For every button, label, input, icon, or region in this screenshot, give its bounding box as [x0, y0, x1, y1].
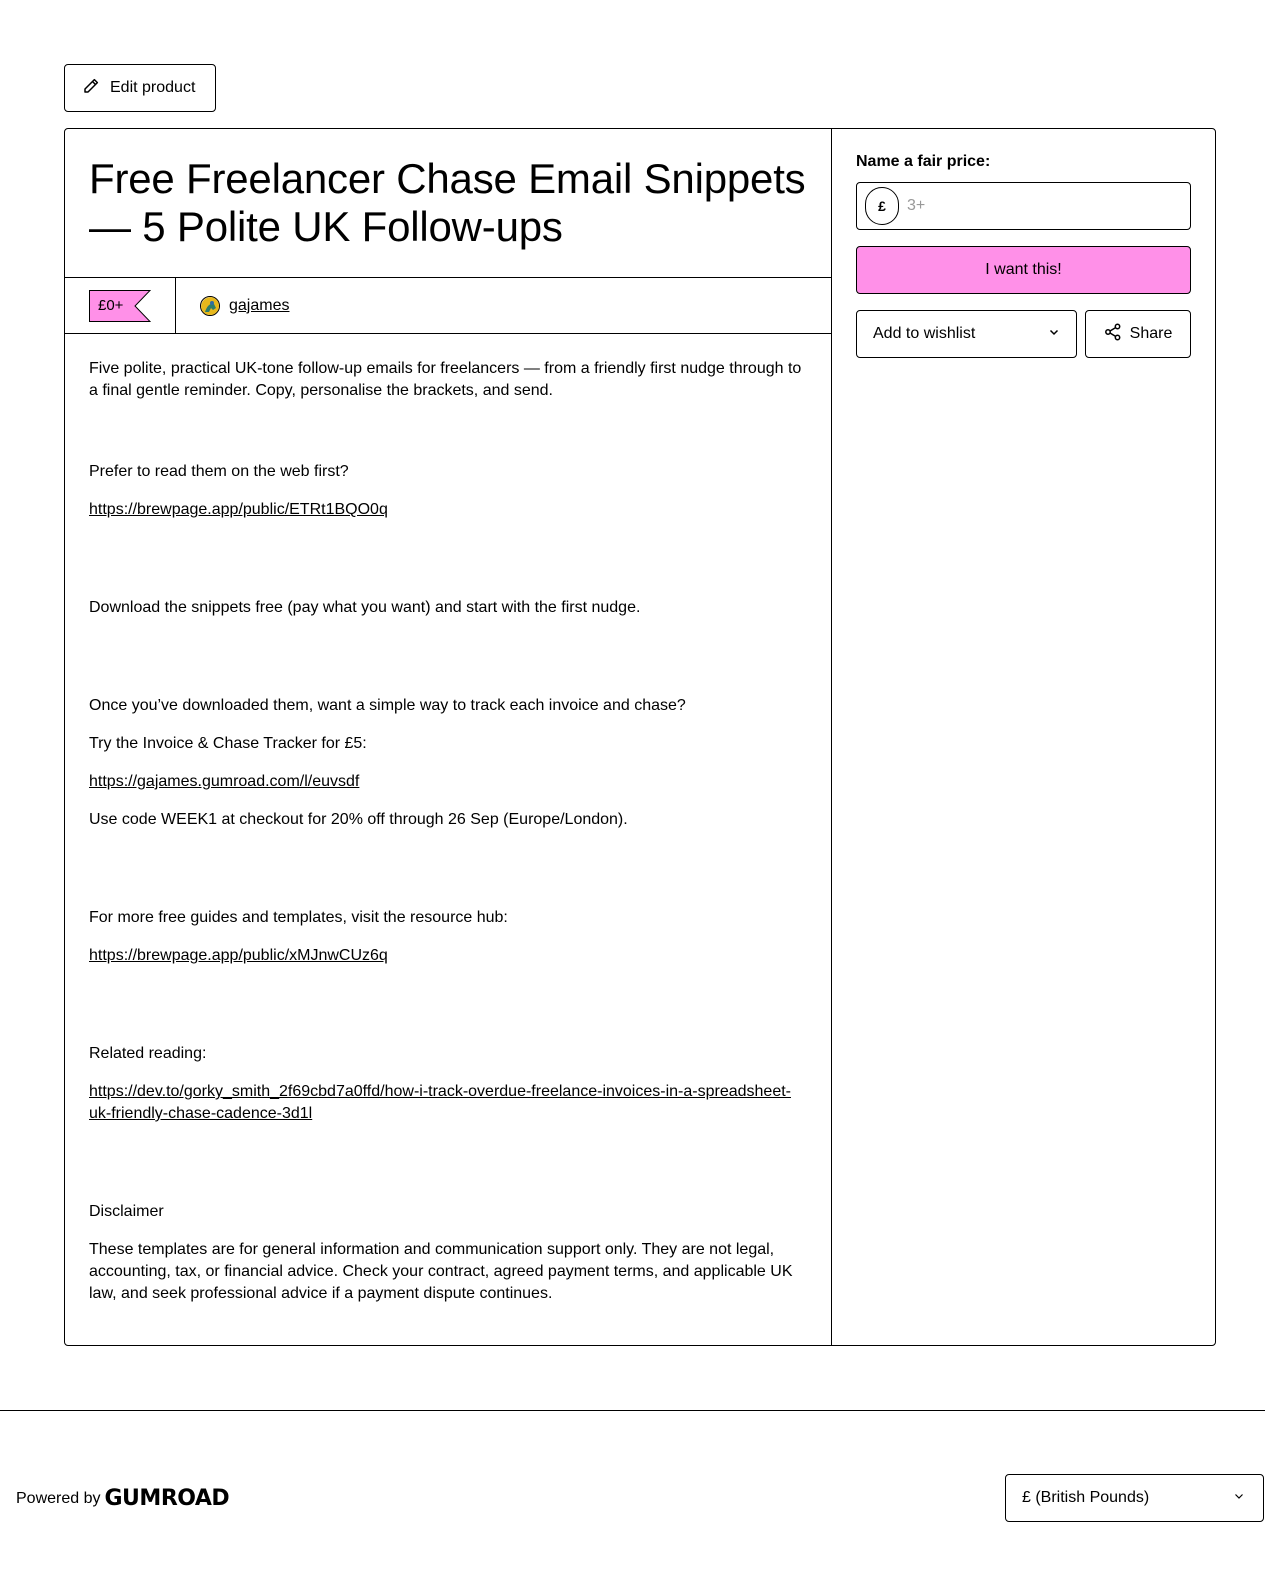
web-preview-link[interactable]: https://brewpage.app/public/ETRt1BQO0q — [89, 501, 388, 518]
pencil-icon — [82, 77, 100, 100]
add-to-wishlist-button[interactable] — [856, 310, 1077, 358]
related-reading-link[interactable]: https://dev.to/gorky_smith_2f69cbd7a0ffd/how-i-track-overdue-freelance-invoices-in-a-spreadsheet-uk-friendly-chase-cadence-3d1l — [89, 1083, 791, 1122]
disclaimer-heading: Disclaimer — [89, 1203, 164, 1220]
disclaimer-text: These templates are for general information and communication support only. They are not legal, accounting, tax, or financial advice. Check your contract, agreed payment terms, and applicable UK law, and seek professional advice if a payment dispute continues. — [89, 1241, 793, 1302]
price-input[interactable] — [907, 197, 1147, 215]
description-text: Related reading: — [89, 1045, 207, 1062]
fair-price-label: Name a fair price: — [856, 153, 991, 170]
description-text: Try the Invoice & Chase Tracker for £5: — [89, 735, 367, 752]
currency-select-value: £ (British Pounds) — [1022, 1489, 1150, 1506]
creator[interactable] — [176, 278, 289, 333]
description-intro: Five polite, practical UK-tone follow-up emails for freelancers — from a friendly first nudge through to a final gentle reminder. Copy, personalise the brackets, and send. — [89, 360, 802, 399]
resource-hub-link[interactable]: https://brewpage.app/public/xMJnwCUz6q — [89, 947, 388, 964]
description-text: Once you’ve downloaded them, want a simple way to track each invoice and chase? — [89, 697, 686, 714]
secondary-actions — [856, 310, 1191, 358]
share-icon — [1104, 323, 1122, 346]
chevron-down-icon — [1233, 1489, 1245, 1507]
product-description — [65, 334, 831, 1345]
currency-select[interactable] — [1005, 1474, 1264, 1522]
share-label: Share — [1129, 325, 1173, 342]
wishlist-label: Add to wishlist — [873, 325, 976, 342]
powered-by — [16, 1486, 229, 1511]
i-want-this-button[interactable]: I want this! — [856, 246, 1191, 294]
product-card — [64, 128, 1216, 1346]
purchase-panel — [832, 129, 1215, 1345]
title-section — [65, 129, 831, 278]
price-badge — [89, 290, 123, 322]
gumroad-logo[interactable]: GUMROAD — [104, 1486, 230, 1511]
description-text: For more free guides and templates, visit the resource hub: — [89, 909, 508, 926]
price-cell — [65, 278, 176, 333]
powered-by-text: Powered by — [16, 1489, 101, 1507]
tracker-link[interactable]: https://gajames.gumroad.com/l/euvsdf — [89, 773, 360, 790]
share-button[interactable] — [1085, 310, 1191, 358]
product-meta — [65, 278, 831, 334]
description-text: Use code WEEK1 at checkout for 20% off through 26 Sep (Europe/London). — [89, 811, 628, 828]
creator-link[interactable]: gajames — [229, 296, 290, 314]
price-field[interactable] — [856, 182, 1191, 230]
chevron-down-icon — [1048, 325, 1060, 343]
product-title: Free Freelancer Chase Email Snippets — 5 Polite UK Follow-ups — [89, 155, 806, 250]
edit-product-button[interactable] — [64, 64, 216, 112]
currency-symbol: £ — [865, 187, 899, 225]
description-text: Download the snippets free (pay what you want) and start with the first nudge. — [89, 599, 641, 616]
price-badge-text: £0+ — [98, 297, 124, 314]
product-main — [65, 129, 832, 1345]
footer-divider — [0, 1410, 1265, 1411]
avatar — [200, 296, 220, 316]
description-text: Prefer to read them on the web first? — [89, 463, 349, 480]
edit-product-label: Edit product — [110, 79, 196, 96]
